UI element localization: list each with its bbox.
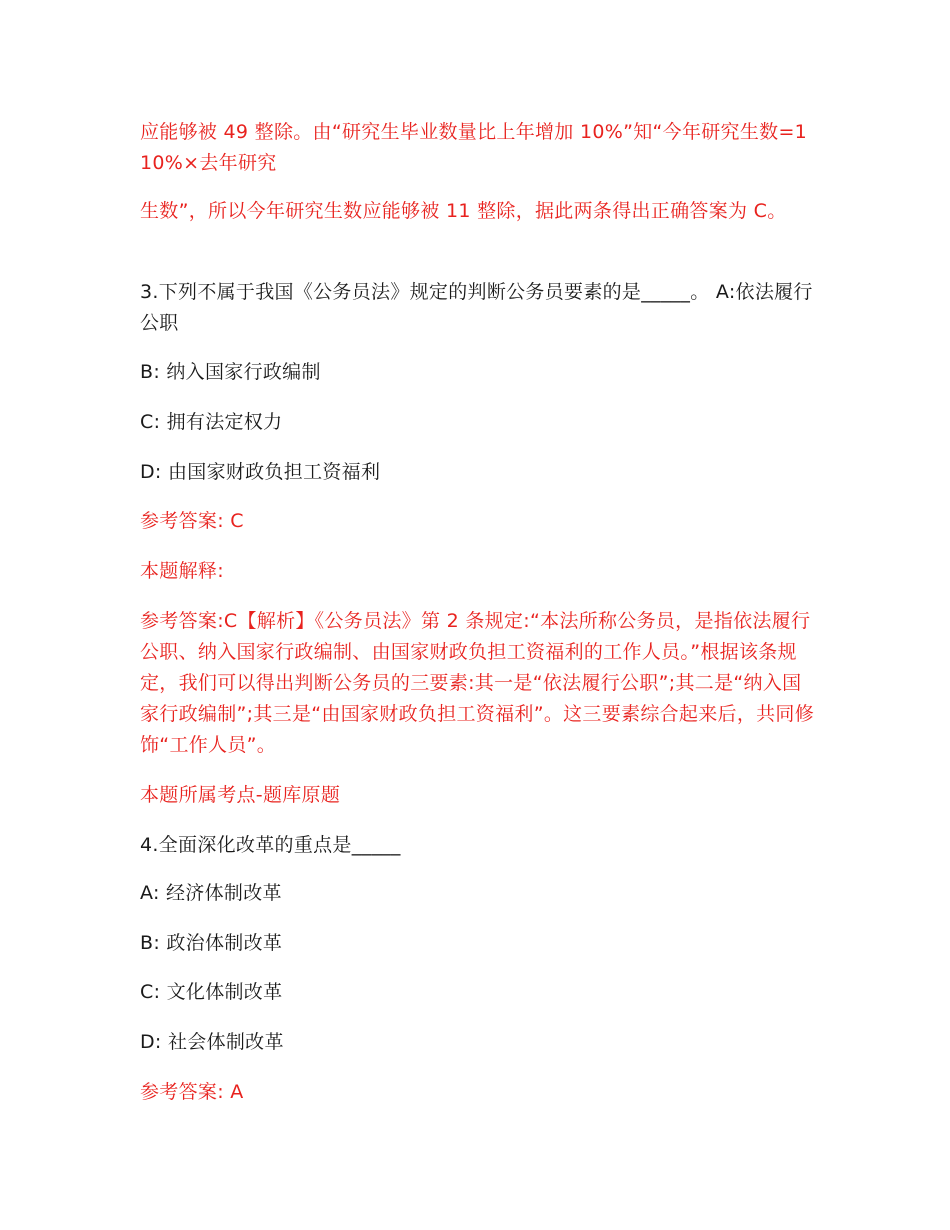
question-3-option-b: B: 纳入国家行政编制 [140,361,321,383]
question-4-reference-answer: 参考答案: A [140,1081,244,1103]
question-3-explanation-heading: 本题解释: [140,560,224,582]
previous-explanation-line-2: 生数”，所以今年研究生数应能够被 11 整除，据此两条得出正确答案为 C。 [140,200,787,222]
question-3-option-d: D: 由国家财政负担工资福利 [140,461,381,483]
question-4-stem: 4.全面深化改革的重点是_____ [140,834,401,856]
previous-explanation-line-1: 应能够被 49 整除。由“研究生毕业数量比上年增加 10%”知“今年研究生数=110%×去年研究 [140,121,808,174]
question-3-source: 本题所属考点-题库原题 [140,784,341,806]
question-3-option-c: C: 拥有法定权力 [140,411,283,433]
question-4-option-c: C: 文化体制改革 [140,981,283,1003]
question-4-option-d: D: 社会体制改革 [140,1031,284,1053]
question-3-explanation: 参考答案:C【解析】《公务员法》第 2 条规定:“本法所称公务员，是指依法履行公职、纳入国家行政编制、由国家财政负担工资福利的工作人员。”根据该条规定，我们可以得出判断公务员的三要素:其一是“依法履行公职”;其二是“纳入国家行政编制”;其三是“由国家财政负担工资福利”。这三要素综合起来后，共同修饰“工作人员”。 [140,610,815,756]
question-3-reference-answer: 参考答案: C [140,510,244,532]
question-4-option-a: A: 经济体制改革 [140,882,282,904]
question-4-option-b: B: 政治体制改革 [140,932,283,954]
question-3-stem: 3.下列不属于我国《公务员法》规定的判断公务员要素的是_____。 A:依法履行公职 [140,281,813,334]
